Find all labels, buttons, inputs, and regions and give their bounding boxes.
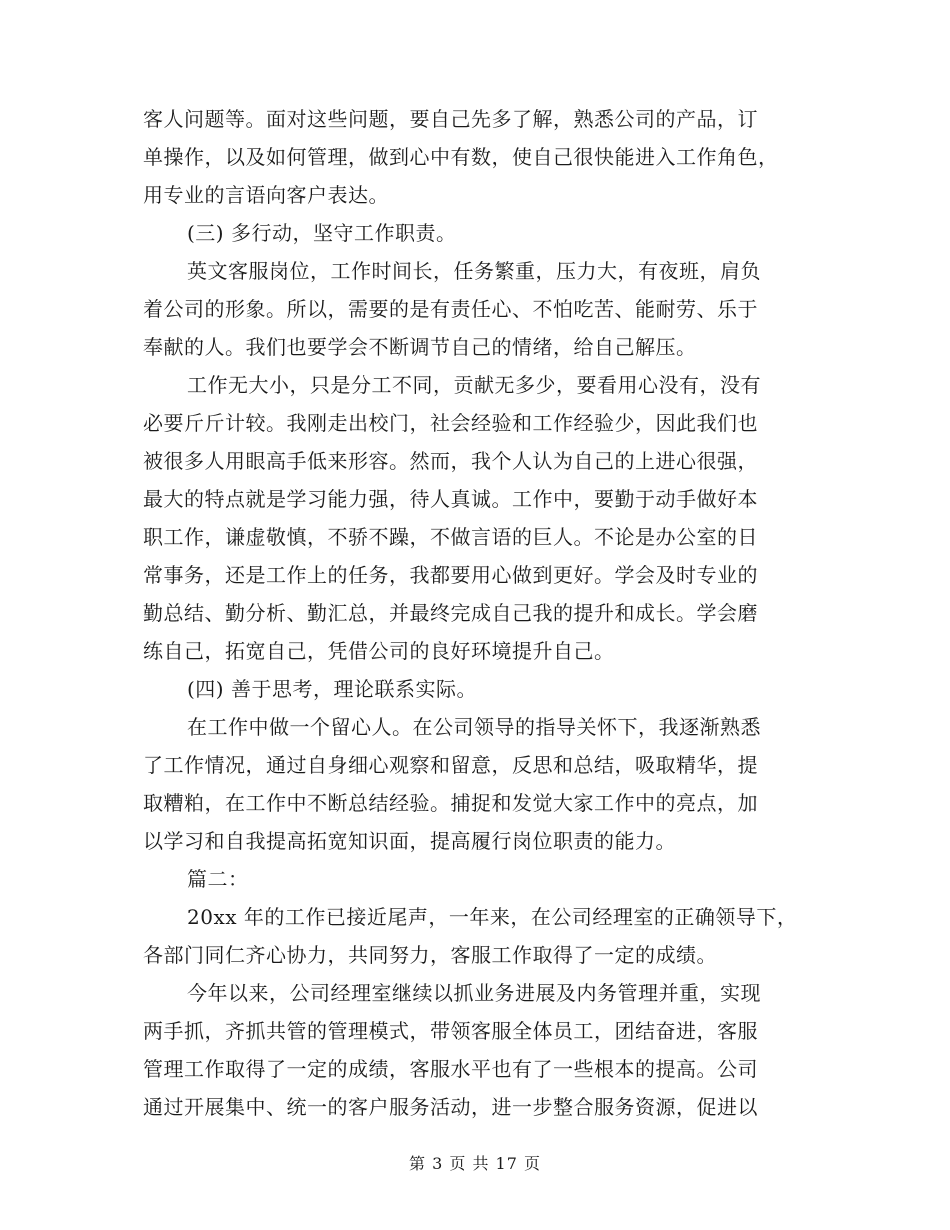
text-line: 各部门同仁齐心协力，共同努力，客服工作取得了一定的成绩。 <box>143 943 717 967</box>
text-line: 客人问题等。面对这些问题，要自己先多了解，熟悉公司的产品，订 <box>143 107 758 131</box>
text-line: 勤总结、勤分析、勤汇总，并最终完成自己我的提升和成长。学会磨 <box>143 601 758 625</box>
text-line: 两手抓，齐抓共管的管理模式，带领客服全体员工，团结奋进，客服 <box>143 1019 758 1043</box>
text-line: 取糟粕，在工作中不断总结经验。捕捉和发觉大家工作中的亮点，加 <box>143 791 758 815</box>
text-line: (四) 善于思考，理论联系实际。 <box>187 677 477 701</box>
document-body <box>143 100 813 1126</box>
text-line: 被很多人用眼高手低来形容。然而，我个人认为自己的上进心很强， <box>143 449 758 473</box>
text-line: (三) 多行动，坚守工作职责。 <box>187 221 457 245</box>
text-line: 工作无大小，只是分工不同，贡献无多少，要看用心没有，没有 <box>187 373 761 397</box>
text-line: 职工作，谦虚敬慎，不骄不躁，不做言语的巨人。不论是办公室的日 <box>143 525 758 549</box>
text-line: 常事务，还是工作上的任务，我都要用心做到更好。学会及时专业的 <box>143 563 758 587</box>
text-line: 练自己，拓宽自己，凭借公司的良好环境提升自己。 <box>143 639 615 663</box>
text-line: 用专业的言语向客户表达。 <box>143 183 389 207</box>
text-line: 最大的特点就是学习能力强，待人真诚。工作中，要勤于动手做好本 <box>143 487 758 511</box>
text-line: 20xx 年的工作已接近尾声，一年来，在公司经理室的正确领导下， <box>187 905 798 929</box>
text-line: 了工作情况，通过自身细心观察和留意，反思和总结，吸取精华，提 <box>143 753 758 777</box>
text-line: 英文客服岗位，工作时间长，任务繁重，压力大，有夜班，肩负 <box>187 259 761 283</box>
text-line: 管理工作取得了一定的成绩，客服水平也有了一些根本的提高。公司 <box>143 1057 758 1081</box>
text-line: 通过开展集中、统一的客户服务活动，进一步整合服务资源，促进以 <box>143 1095 758 1119</box>
text-line: 篇二： <box>187 867 249 891</box>
text-line: 必要斤斤计较。我刚走出校门，社会经验和工作经验少，因此我们也 <box>143 411 758 435</box>
text-line: 奉献的人。我们也要学会不断调节自己的情绪，给自己解压。 <box>143 335 697 359</box>
text-line: 以学习和自我提高拓宽知识面，提高履行岗位职责的能力。 <box>143 829 676 853</box>
text-line: 着公司的形象。所以，需要的是有责任心、不怕吃苦、能耐劳、乐于 <box>143 297 758 321</box>
text-line: 单操作，以及如何管理，做到心中有数，使自己很快能进入工作角色， <box>143 145 779 169</box>
text-line: 在工作中做一个留心人。在公司领导的指导关怀下，我逐渐熟悉 <box>187 715 761 739</box>
text-line: 今年以来，公司经理室继续以抓业务进展及内务管理并重，实现 <box>187 981 761 1005</box>
page-footer: 第 3 页 共 17 页 <box>409 1154 541 1173</box>
